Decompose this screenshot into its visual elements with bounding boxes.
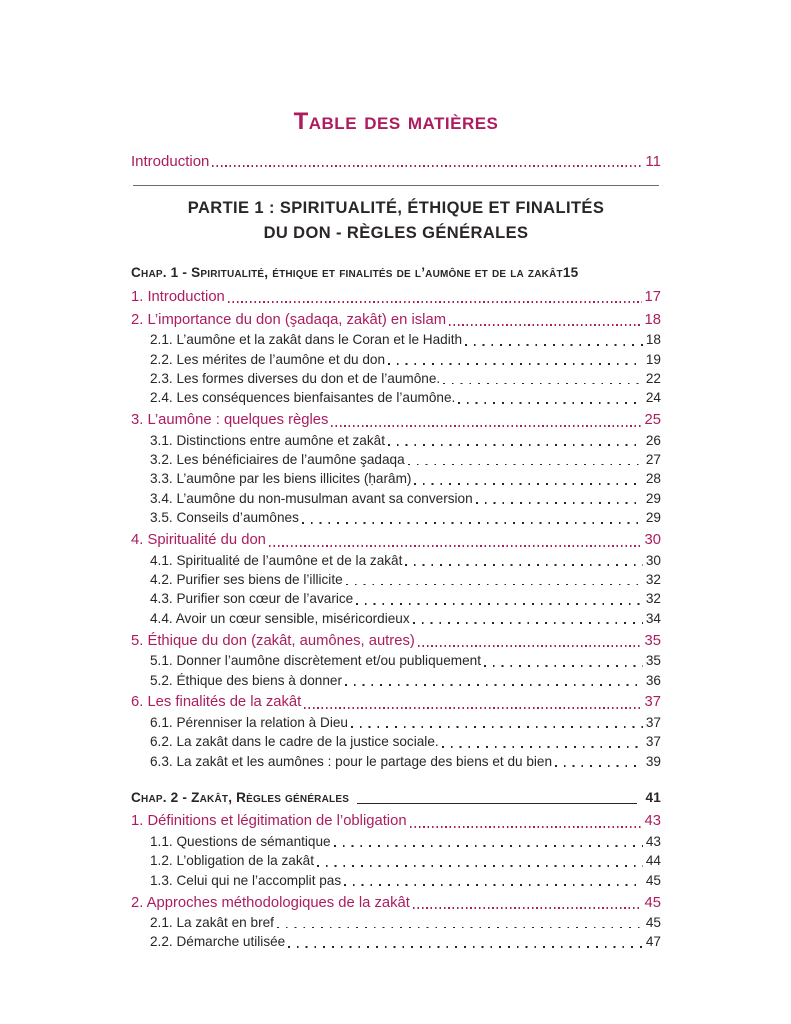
entry-label: 3. L’aumône : quelques règles (131, 412, 329, 429)
toc-entry-main (131, 288, 661, 307)
toc-entry-main (131, 531, 661, 550)
page-number: 35 (644, 632, 661, 649)
page-number: 32 (645, 591, 661, 607)
toc-entry-sub (131, 851, 661, 870)
entry-label: 2.3. Les formes diverses du don et de l’aumône. (150, 370, 441, 386)
page-number: 30 (644, 532, 661, 549)
toc-entry-sub (131, 752, 661, 771)
dot-leader (476, 502, 643, 504)
page-number: 45 (645, 915, 661, 930)
dot-leader (228, 301, 642, 303)
dot-leader (443, 383, 643, 385)
toc-entry-sub (131, 469, 661, 488)
dot-leader (331, 425, 641, 427)
part1-heading-line1: PARTIE 1 : SPIRITUALITÉ, ÉTHIQUE ET FINALITÉS (187, 199, 605, 218)
dot-leader (413, 907, 642, 909)
toc-entry-main (131, 894, 661, 913)
entry-label: 2.1. L’aumône et la zakât dans le Coran et le Hadith (150, 332, 463, 348)
page-number: 29 (645, 490, 661, 506)
toc-entry-sub (131, 431, 661, 450)
page-number: 27 (645, 452, 661, 468)
dot-leader (410, 826, 642, 828)
toc-entry-main (131, 812, 661, 831)
entry-label: 6.2. La zakât dans le cadre de la justice sociale. (150, 734, 439, 750)
toc-entry-sub (131, 732, 661, 751)
entry-label: 3.5. Conseils d’aumônes (150, 510, 299, 526)
toc-entry-main (131, 632, 661, 651)
entry-label: 6. Les finalités de la zakât (131, 694, 302, 711)
chapter-heading (131, 788, 661, 807)
page-number: 28 (645, 471, 661, 487)
entry-label: 5.2. Éthique des biens à donner (150, 672, 342, 688)
page-number: 45 (645, 872, 661, 888)
toc-entry-sub (131, 350, 661, 369)
page-number: 37 (645, 734, 661, 750)
toc-entry-introduction (131, 152, 661, 171)
entry-label: 3.1. Distinctions entre aumône et zakât (150, 432, 385, 448)
page-number: 19 (645, 351, 661, 367)
page-number: 37 (644, 694, 661, 711)
toc-entry-sub (131, 369, 661, 388)
toc-entry-sub (131, 913, 661, 932)
toc-entry-sub (131, 450, 661, 469)
page-number: 37 (645, 714, 661, 730)
dot-leader (269, 545, 642, 547)
underscore-leader (357, 803, 637, 804)
toc-entry-main (131, 411, 661, 430)
toc-entry-sub (131, 508, 661, 527)
dot-leader (388, 444, 643, 446)
toc-entry-sub (131, 570, 661, 589)
dot-leader (405, 564, 642, 566)
entry-label: 5.1. Donner l’aumône discrètement et/ou publiquement (150, 653, 481, 669)
entry-label: 3.2. Les bénéficiaires de l’aumône şadaqa (150, 452, 405, 468)
chapter-page-number: 41 (645, 790, 661, 806)
entry-label: 1. Introduction (131, 288, 225, 305)
dot-leader (317, 865, 643, 867)
page-number: 11 (645, 153, 661, 170)
dot-leader (345, 684, 643, 686)
page-number: 18 (645, 332, 661, 348)
dot-leader (277, 927, 643, 929)
toc-entry-sub (131, 713, 661, 732)
chapter-page-number: 15 (562, 265, 579, 281)
entry-label: 3.4. L’aumône du non-musulman avant sa conversion (150, 490, 473, 506)
introduction-label: Introduction (131, 153, 210, 170)
chapters-list (131, 263, 661, 951)
toc-entry-sub (131, 489, 661, 508)
entry-label: 6.1. Pérenniser la relation à Dieu (150, 714, 348, 730)
page-number: 25 (644, 412, 661, 429)
page-number: 36 (645, 672, 661, 688)
page-number: 22 (645, 370, 661, 386)
toc-entry-sub (131, 671, 661, 690)
entry-label: 2.2. Démarche utilisée (150, 934, 286, 950)
entry-label: 1.2. L’obligation de la zakât (150, 853, 315, 869)
entry-label: 2. L’importance du don (şadaqa, zakât) en islam (131, 311, 447, 328)
section-divider (133, 185, 659, 186)
toc-entry-sub (131, 651, 661, 670)
toc-entry-sub (131, 932, 661, 951)
dot-leader (408, 464, 643, 466)
entry-label: 1.3. Celui qui ne l’accomplit pas (150, 872, 342, 888)
page-number: 29 (645, 510, 661, 526)
entry-label: 2.1. La zakât en bref (150, 915, 274, 930)
entry-label: 4.2. Purifier ses biens de l’illicite (150, 572, 343, 587)
dot-leader (418, 645, 642, 647)
entry-label: 2.4. Les conséquences bienfaisantes de l’aumône. (150, 390, 456, 406)
page-number: 35 (645, 653, 661, 669)
toc-entry-sub (131, 871, 661, 890)
entry-label: 6.3. La zakât et les aumônes : pour le partage des biens et du bien (150, 753, 553, 769)
part1-heading (131, 196, 661, 246)
chapter-title: Chap. 2 - Zakât, Règles générales (131, 790, 350, 806)
entry-label: 4. Spiritualité du don (131, 532, 266, 549)
dot-leader (351, 726, 643, 728)
chapter-heading (131, 263, 661, 282)
toc-entry-sub (131, 609, 661, 628)
dot-leader (356, 603, 643, 605)
page-title: Table des matières (293, 108, 499, 135)
part1-heading-line2: DU DON - RÈGLES GÉNÉRALES (263, 224, 529, 243)
dot-leader (388, 363, 643, 365)
entry-label: 4.4. Avoir un cœur sensible, miséricordieux (150, 610, 410, 626)
entry-label: 2.2. Les mérites de l’aumône et du don (150, 351, 386, 367)
dot-leader (304, 707, 641, 709)
entry-label: 4.1. Spiritualité de l’aumône et de la zakât (150, 552, 403, 568)
dot-leader (555, 765, 643, 767)
dot-leader (302, 522, 643, 524)
toc-entry-sub (131, 832, 661, 851)
dot-leader (346, 584, 643, 586)
dot-leader (442, 746, 643, 748)
page-number: 43 (645, 833, 661, 849)
dot-leader (484, 665, 643, 667)
toc-entry-main (131, 693, 661, 712)
chapter-title: Chap. 1 - Spiritualité, éthique et finalités de l’aumône et de la zakât (131, 265, 563, 281)
page-number: 24 (645, 390, 661, 406)
toc-entry-main (131, 311, 661, 330)
dot-leader (344, 884, 643, 886)
dot-leader (465, 344, 643, 346)
page-number: 17 (644, 288, 661, 305)
page-number: 34 (645, 610, 661, 626)
entry-label: 2. Approches méthodologiques de la zakât (131, 894, 410, 911)
entry-label: 1.1. Questions de sémantique (150, 833, 331, 849)
page-number: 39 (645, 753, 661, 769)
page-number: 30 (645, 552, 661, 568)
dot-leader (413, 622, 643, 624)
page-number: 26 (645, 432, 661, 448)
page-number: 45 (644, 894, 661, 911)
entry-label: 1. Définitions et légitimation de l’obligation (131, 813, 407, 830)
toc-entry-sub (131, 388, 661, 407)
toc-entry-sub (131, 589, 661, 608)
dot-leader (212, 165, 642, 167)
page-number: 32 (645, 572, 661, 587)
entry-label: 3.3. L’aumône par les biens illicites (ḥarâm) (150, 471, 412, 487)
entry-label: 4.3. Purifier son cœur de l’avarice (150, 591, 354, 607)
dot-leader (334, 845, 643, 847)
dot-leader (458, 402, 643, 404)
page-number: 43 (644, 813, 661, 830)
page-number: 47 (645, 934, 661, 950)
toc-entry-sub (131, 551, 661, 570)
dot-leader (414, 483, 642, 485)
page-number: 18 (644, 311, 661, 328)
page-number: 44 (645, 853, 661, 869)
dot-leader (449, 324, 642, 326)
entry-label: 5. Éthique du don (zakât, aumônes, autres) (131, 632, 415, 649)
dot-leader (288, 946, 643, 948)
toc-entry-sub (131, 330, 661, 349)
